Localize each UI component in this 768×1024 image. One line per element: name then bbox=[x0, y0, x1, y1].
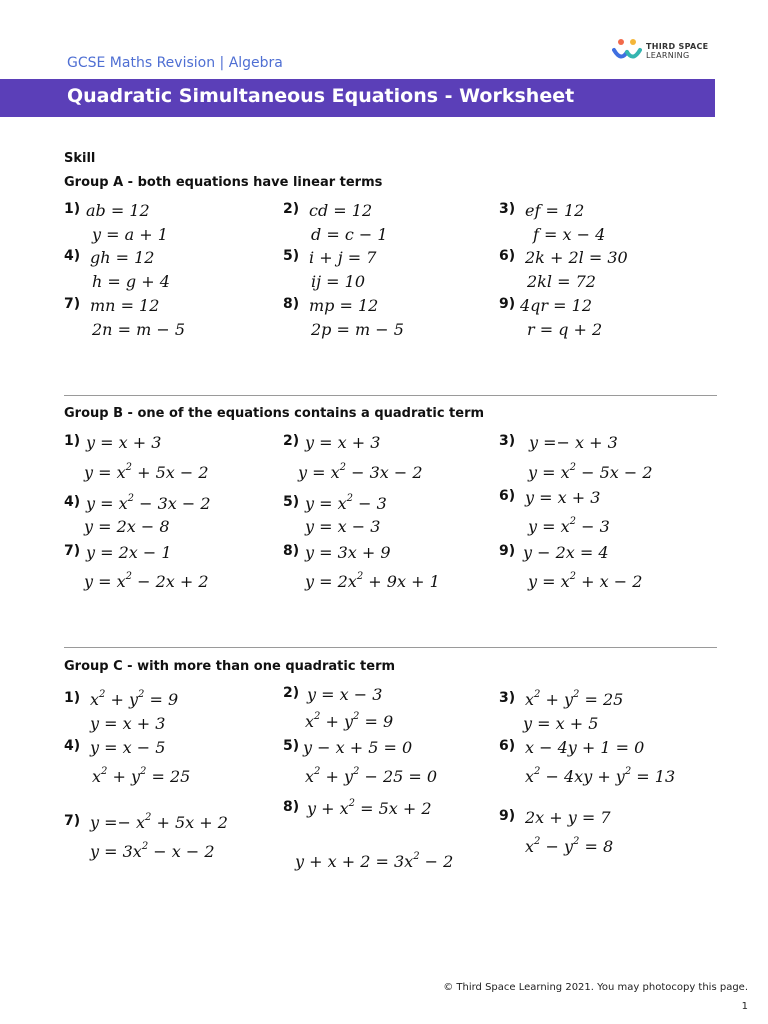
question-number: 9) bbox=[499, 543, 516, 559]
question-number: 2) bbox=[283, 685, 300, 701]
question-number: 3) bbox=[499, 690, 516, 706]
equation-2: $x^2 - y^2 = 8$ bbox=[525, 835, 614, 856]
equation-1: y = 3x + 9 bbox=[305, 543, 391, 562]
equation-2: $y = x^2 - 3$ bbox=[528, 515, 610, 536]
question-number: 5) bbox=[283, 248, 300, 264]
equation-2: y = a + 1 bbox=[92, 225, 168, 244]
equation-1: $y = x^2 - 3$ bbox=[305, 492, 387, 513]
equation-1: y = x − 5 bbox=[90, 738, 166, 757]
question-number: 7) bbox=[64, 296, 81, 312]
question-number: 1) bbox=[64, 690, 81, 706]
equation-1: x − 4y + 1 = 0 bbox=[525, 738, 645, 757]
question-number: 6) bbox=[499, 488, 516, 504]
equation-2: $y = x^2 + 5x - 2$ bbox=[84, 461, 209, 482]
question-number: 3) bbox=[499, 201, 516, 217]
equation-1: 4qr = 12 bbox=[520, 296, 593, 315]
equation-1: y = x + 3 bbox=[525, 488, 601, 507]
third-space-learning-logo bbox=[612, 38, 724, 64]
equation-1: $y = x^2 - 3x - 2$ bbox=[86, 492, 211, 513]
equation-1: y = x − 3 bbox=[307, 685, 383, 704]
question-number: 1) bbox=[64, 433, 81, 449]
equation-2: y = 2x − 8 bbox=[84, 517, 170, 536]
group-c-title: Group C - with more than one quadratic term bbox=[64, 659, 396, 674]
question-number: 2) bbox=[283, 433, 300, 449]
equation-1: y − x + 5 = 0 bbox=[303, 738, 413, 757]
question-number: 4) bbox=[64, 494, 81, 510]
equation-2: $y = 2x^2 + 9x + 1$ bbox=[305, 570, 440, 591]
equation-1: y =− x + 3 bbox=[529, 433, 618, 452]
question-number: 4) bbox=[64, 248, 81, 264]
skill-label: Skill bbox=[64, 151, 96, 166]
equation-1: y = x + 3 bbox=[86, 433, 162, 452]
question-number: 8) bbox=[283, 799, 300, 815]
equation-1: $y + x^2 = 5x + 2$ bbox=[307, 797, 432, 818]
equation-2: 2kl = 72 bbox=[527, 272, 596, 291]
equation-2: $x^2 - 4xy + y^2 = 13$ bbox=[525, 765, 676, 786]
question-number: 9) bbox=[499, 808, 516, 824]
question-number: 8) bbox=[283, 543, 300, 559]
equation-2: $y = x^2 - 2x + 2$ bbox=[84, 570, 209, 591]
equation-1: gh = 12 bbox=[90, 248, 155, 267]
page-title: Quadratic Simultaneous Equations - Worksheet bbox=[67, 85, 575, 107]
copyright-notice: © Third Space Learning 2021. You may photocopy this page. bbox=[443, 982, 748, 993]
question-number: 8) bbox=[283, 296, 300, 312]
equation-1: y − 2x = 4 bbox=[523, 543, 609, 562]
question-number: 5) bbox=[283, 738, 300, 754]
equation-2: $y = 3x^2 - x - 2$ bbox=[90, 840, 215, 861]
question-number: 5) bbox=[283, 494, 300, 510]
equation-2: y = x − 3 bbox=[305, 517, 381, 536]
divider bbox=[64, 395, 717, 396]
logo-mark-icon bbox=[612, 38, 642, 64]
question-number: 6) bbox=[499, 738, 516, 754]
question-number: 7) bbox=[64, 813, 81, 829]
equation-2: y = x + 5 bbox=[523, 714, 599, 733]
equation-1: $x^2 + y^2 = 9$ bbox=[90, 688, 179, 709]
equation-1: $x^2 + y^2 = 25$ bbox=[525, 688, 624, 709]
group-b-title: Group B - one of the equations contains a quadratic term bbox=[64, 406, 485, 421]
question-number: 2) bbox=[283, 201, 300, 217]
equation-1: y = x + 3 bbox=[305, 433, 381, 452]
equation-2: $x^2 + y^2 = 9$ bbox=[305, 710, 394, 731]
equation-2: $y + x + 2 = 3x^2 - 2$ bbox=[295, 850, 454, 871]
question-number: 3) bbox=[499, 433, 516, 449]
equation-2: ij = 10 bbox=[311, 272, 366, 291]
equation-2: $x^2 + y^2 = 25$ bbox=[92, 765, 191, 786]
equation-1: mn = 12 bbox=[90, 296, 160, 315]
page-number: 1 bbox=[741, 1001, 748, 1012]
title-bar bbox=[0, 79, 715, 117]
equation-2: d = c − 1 bbox=[311, 225, 388, 244]
equation-2: $y = x^2 - 3x - 2$ bbox=[298, 461, 423, 482]
equation-2: $y = x^2 + x - 2$ bbox=[528, 570, 643, 591]
question-number: 9) bbox=[499, 296, 516, 312]
equation-1: cd = 12 bbox=[309, 201, 373, 220]
logo-line-1: THIRD SPACE bbox=[646, 42, 709, 51]
equation-2: r = q + 2 bbox=[527, 320, 603, 339]
equation-2: 2p = m − 5 bbox=[311, 320, 404, 339]
divider bbox=[64, 647, 717, 648]
equation-1: y = 2x − 1 bbox=[86, 543, 172, 562]
equation-2: $x^2 + y^2 - 25 = 0$ bbox=[305, 765, 438, 786]
equation-2: f = x − 4 bbox=[533, 225, 606, 244]
question-number: 1) bbox=[64, 201, 81, 217]
breadcrumb: GCSE Maths Revision | Algebra bbox=[67, 55, 283, 71]
logo-line-2: LEARNING bbox=[646, 51, 690, 60]
equation-2: 2n = m − 5 bbox=[92, 320, 185, 339]
group-a-title: Group A - both equations have linear terms bbox=[64, 175, 383, 190]
equation-1: 2x + y = 7 bbox=[525, 808, 611, 827]
question-number: 7) bbox=[64, 543, 81, 559]
equation-1: mp = 12 bbox=[309, 296, 379, 315]
equation-2: $y = x^2 - 5x - 2$ bbox=[528, 461, 653, 482]
equation-1: i + j = 7 bbox=[309, 248, 377, 267]
equation-2: y = x + 3 bbox=[90, 714, 166, 733]
equation-1: ab = 12 bbox=[86, 201, 150, 220]
equation-1: ef = 12 bbox=[525, 201, 585, 220]
question-number: 6) bbox=[499, 248, 516, 264]
equation-2: h = g + 4 bbox=[92, 272, 170, 291]
equation-1: $y =- x^2 + 5x + 2$ bbox=[90, 811, 228, 832]
question-number: 4) bbox=[64, 738, 81, 754]
equation-1: 2k + 2l = 30 bbox=[525, 248, 628, 267]
